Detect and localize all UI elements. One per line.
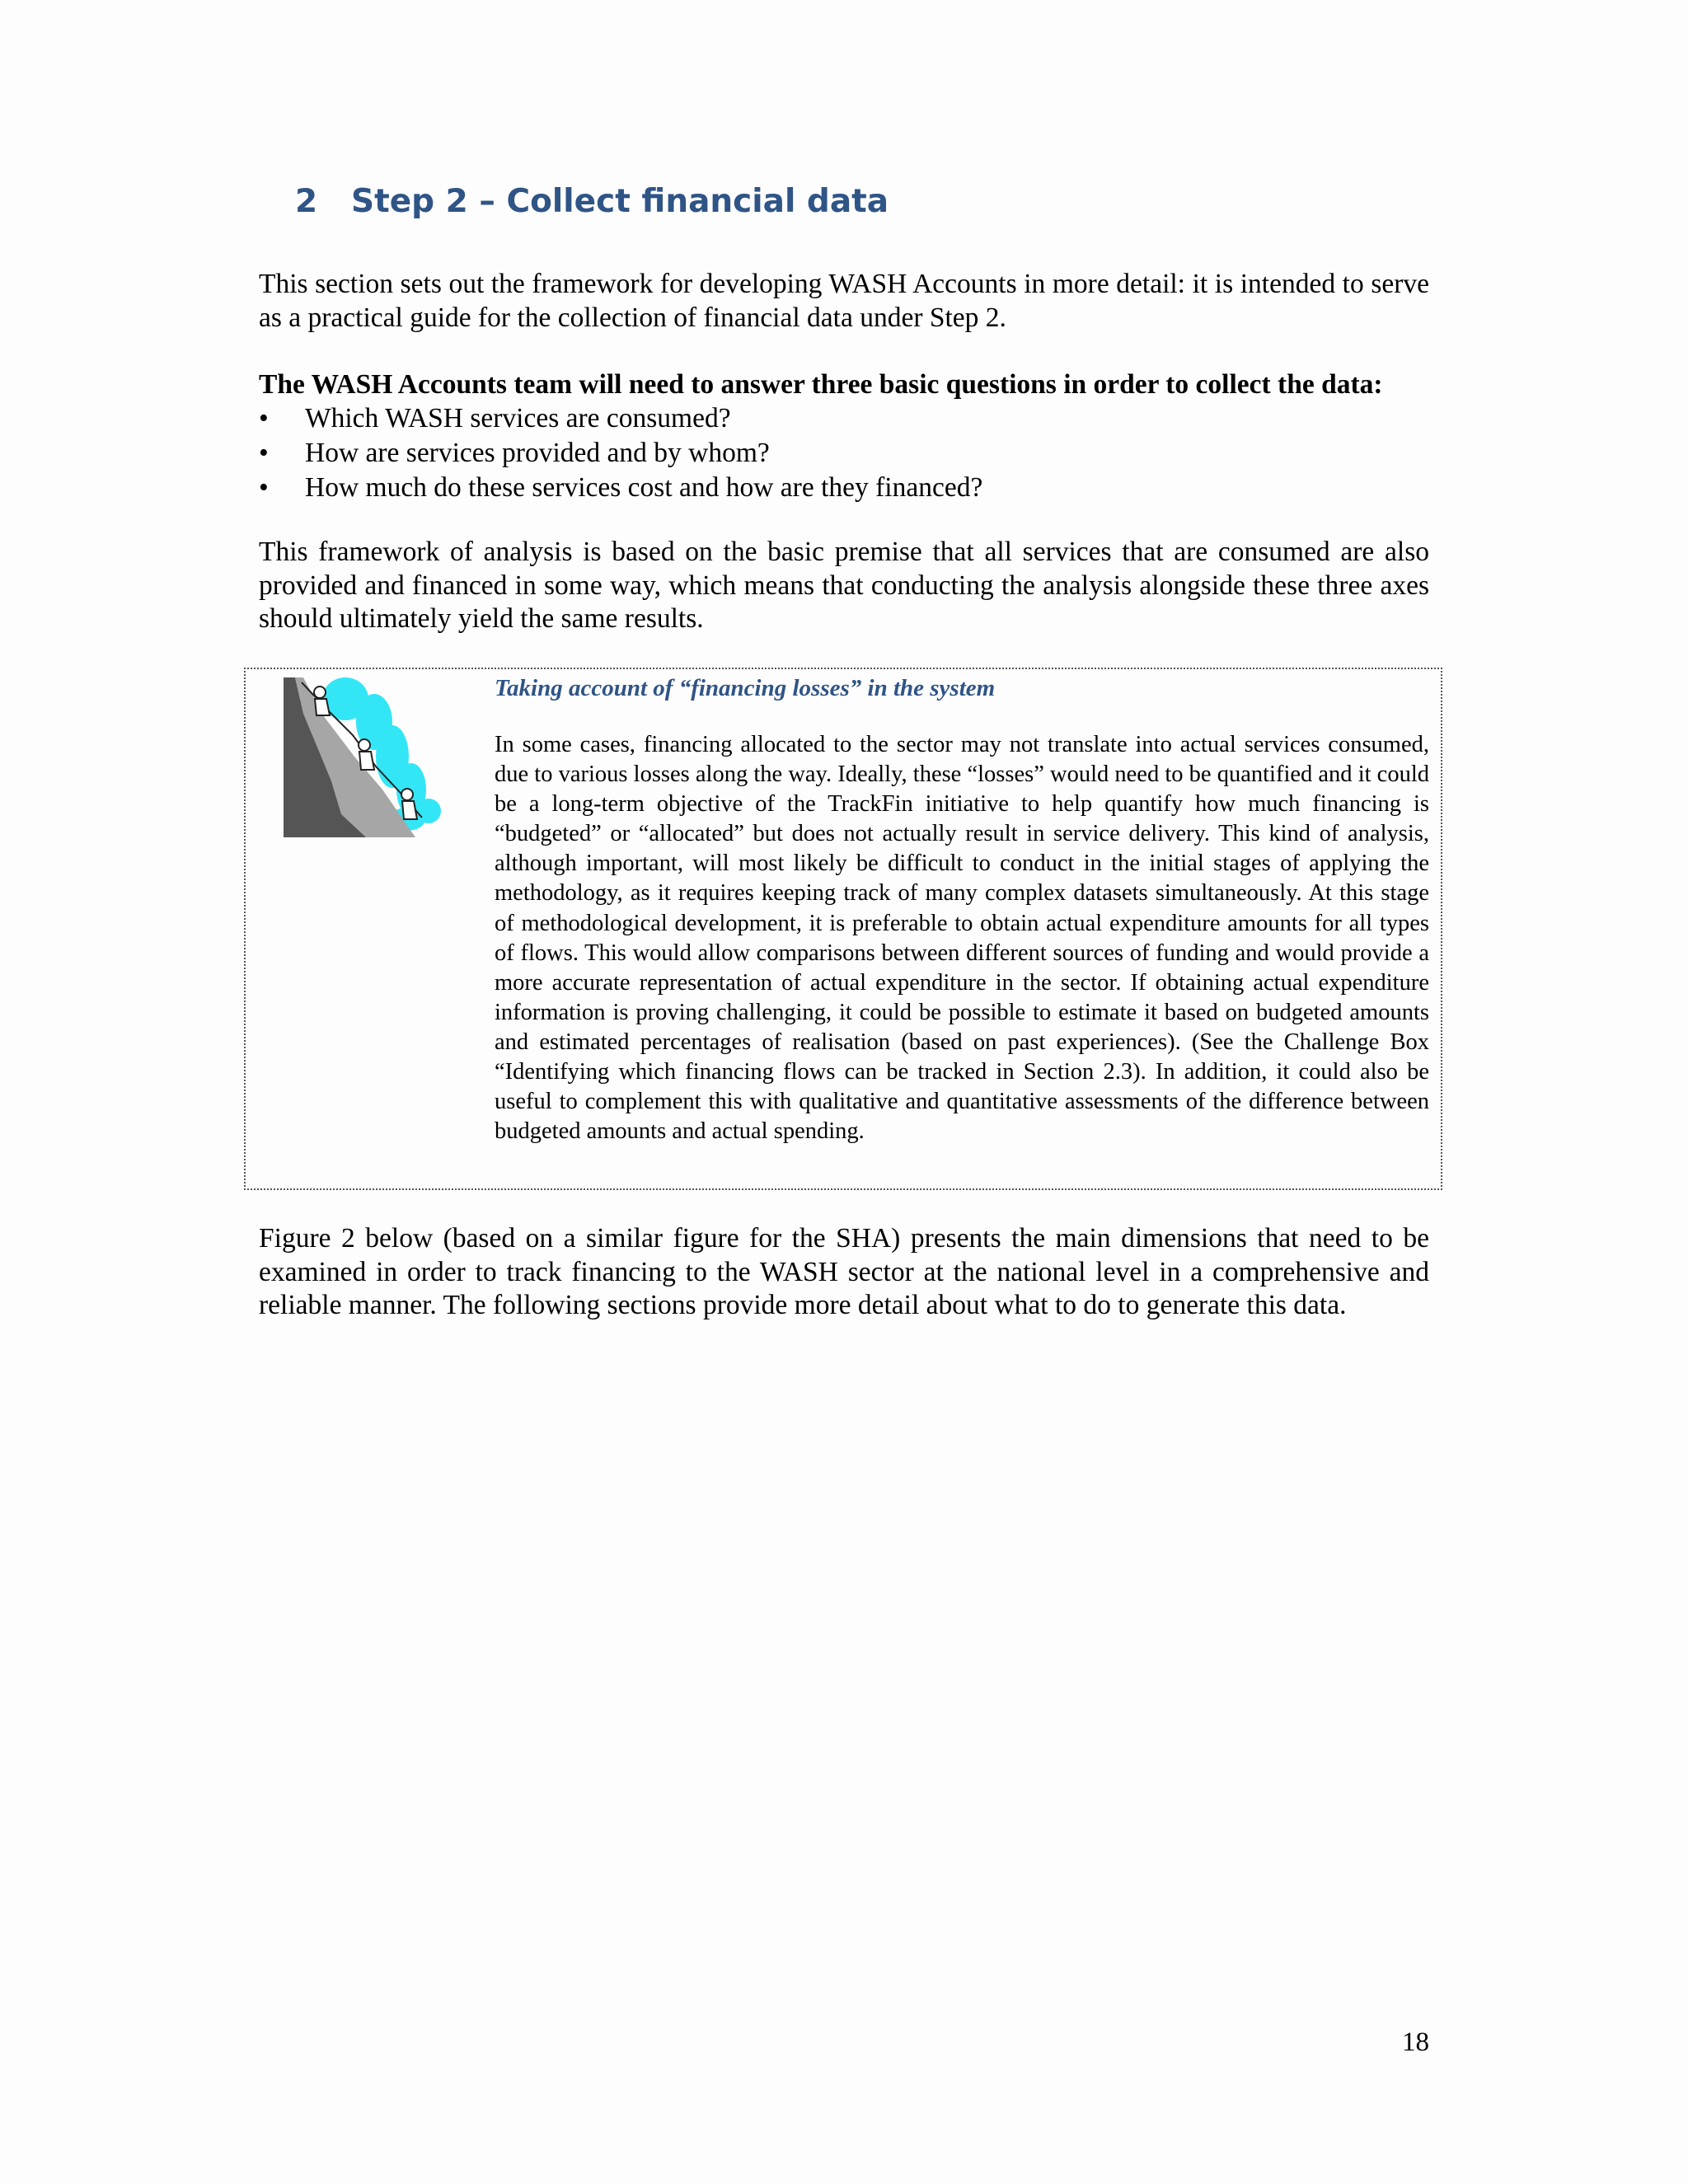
section-number: 2 — [295, 183, 318, 220]
challenge-box — [244, 668, 1442, 1190]
bullet-icon: • — [259, 403, 269, 434]
bullet-icon: • — [259, 438, 269, 468]
list-item-text: How much do these services cost and how are they financed? — [305, 472, 983, 503]
list-item-text: Which WASH services are consumed? — [305, 403, 731, 434]
figure-note-paragraph: Figure 2 below (based on a similar figure for the SHA) presents the main dimensions that need to be examined in order to track financing to the WASH sector at the national level in a comprehensive and reliable manner. The following sections provide more detail about what to do to generate this data. — [259, 1223, 1429, 1320]
section-heading — [295, 183, 889, 222]
bullet-icon: • — [259, 472, 269, 503]
list-item — [259, 401, 1429, 436]
mountain-climbers-icon — [284, 674, 448, 847]
premise-paragraph: This framework of analysis is based on the basic premise that all services that are consumed are also provided and financed in some way, which means that conducting the analysis alongside these three axes should ultimately yield the same results. — [259, 537, 1429, 634]
section-title: Step 2 – Collect financial data — [351, 183, 889, 220]
questions-list — [259, 401, 1429, 505]
challenge-box-body: In some cases, financing allocated to the sector may not translate into actual services consumed, due to various losses along the way. Ideally, these “losses” would need to be quantified and it could be a long-term objective of the TrackFin initiative to help quantify how much financing is “budgeted” or “allocated” but does not actually result in service delivery. This kind of analysis, although important, will most likely be difficult to conduct in the initial stages of applying the methodology, as it requires keeping track of many complex datasets simultaneously. At this stage of methodological development, it is preferable to obtain actual expenditure amounts for all types of flows. This would allow comparisons between different sources of funding and would provide a more accurate representation of actual expenditure in the sector. If obtaining actual expenditure information is proving challenging, it could be possible to estimate it based on budgeted amounts and estimated percentages of realisation (based on past experiences). (See the Challenge Box “Identifying which financing flows can be tracked in Section 2.3). In addition, it could also be useful to complement this with qualitative and quantitative assessments of the difference between budgeted amounts and actual spending. — [495, 732, 1429, 1145]
list-item-text: How are services provided and by whom? — [305, 438, 770, 468]
list-item — [259, 471, 1429, 505]
list-item — [259, 436, 1429, 471]
challenge-box-title: Taking account of “financing losses” in the system — [495, 675, 996, 701]
questions-lead: The WASH Accounts team will need to answer three basic questions in order to collect the data: — [259, 369, 1383, 400]
intro-paragraph: This section sets out the framework for developing WASH Accounts in more detail: it is intended to serve as a practical guide for the collection of financial data under Step 2. — [259, 269, 1429, 333]
page-number: 18 — [1402, 2027, 1429, 2057]
